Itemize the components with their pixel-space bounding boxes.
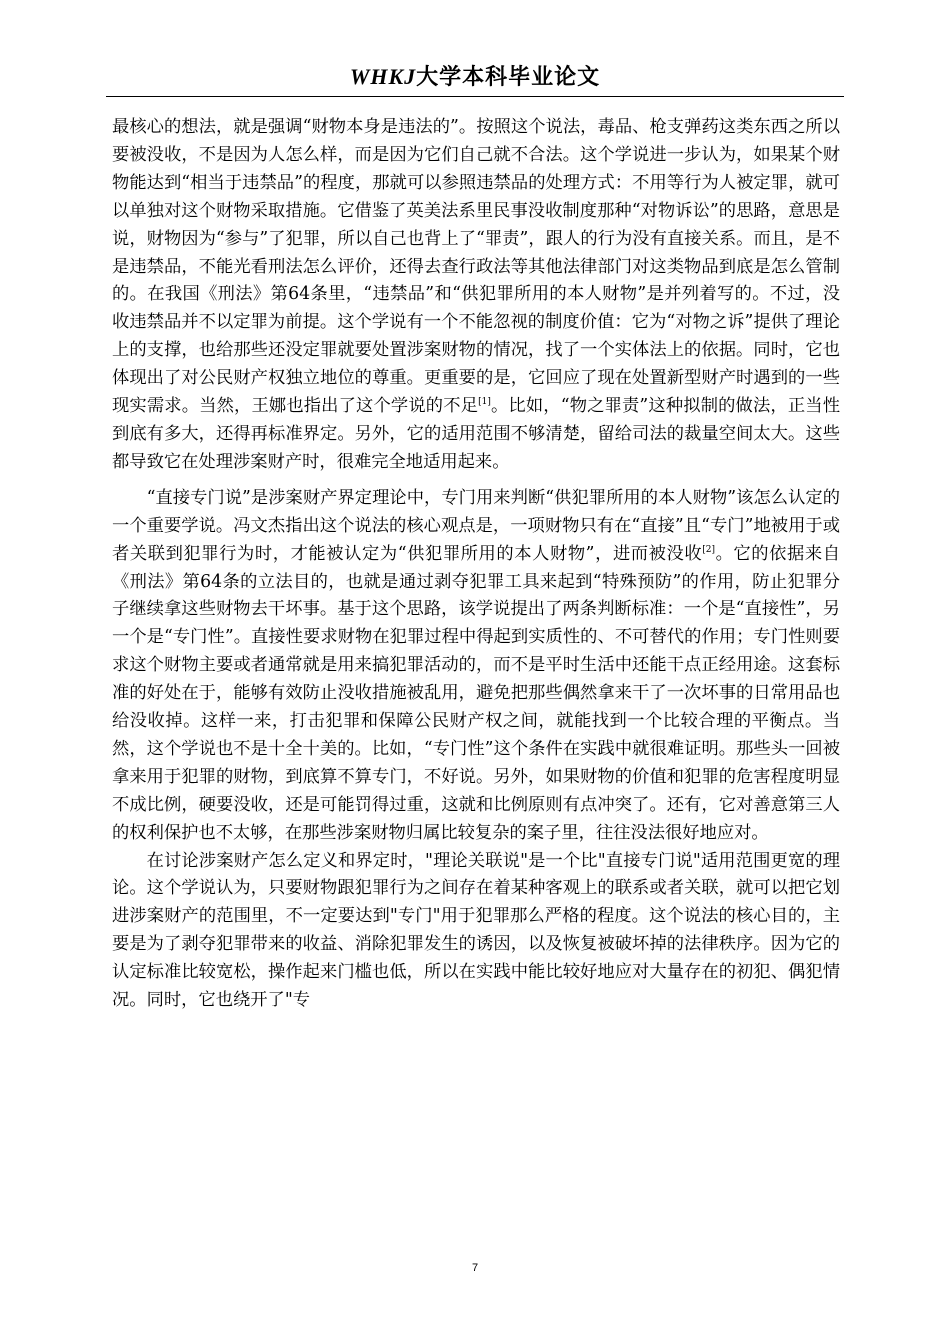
page-header (106, 62, 844, 97)
paragraph-2 (112, 485, 840, 848)
paragraph-1-text-a: 最核心的想法，就是强调“财物本身是违法的”。按照这个说法，毒品、枪支弹药这类东西之所以要被没收，不是因为人怎么样，而是因为它们自己就不合法。这个学说进一步认为，如果某个财物能达到“相当于违禁品”的程度，那就可以参照违禁品的处理方式：不用等行为人被定罪，就可以单独对这个财物采取措施。它借鉴了英美法系里民事没收制度那种“对物诉讼”的思路，意思是说，财物因为“参与”了犯罪，所以自己也背上了“罪责”，跟人的行为没有直接关系。而且，是不是违禁品，不能光看刑法怎么评价，还得去查行政法等其他法律部门对这类物品到底是怎么管制的。在我国《刑法》第64条里，“违禁品”和“供犯罪所用的本人财物”是并列着写的。不过，没收违禁品并不以定罪为前提。这个学说有一个不能忽视的制度价值：它为“对物之诉”提供了理论上的支撑，也给那些还没定罪就要处置涉案财物的情况，找了一个实体法上的依据。同时，它也体现出了对公民财产权独立地位的尊重。更重要的是，它回应了现在处置新型财产时遇到的一些现实需求。当然，王娜也指出了这个学说的不足 (112, 117, 840, 417)
citation-ref-2: [2] (702, 544, 715, 555)
page-header-title (350, 62, 600, 93)
paragraph-2-text-b: 。它的依据来自《刑法》第64条的立法目的，也就是通过剥夺犯罪工具来起到“特殊预防”的作用，防止犯罪分子继续拿这些财物去干坏事。基于这个思路，该学说提出了两条判断标准：一个是“直接性”，另一个是“专门性”。直接性要求财物在犯罪过程中得起到实质性的、不可替代的作用；专门性则要求这个财物主要或者通常就是用来搞犯罪活动的，而不是平时生活中还能干点正经用途。这套标准的好处在于，能够有效防止没收措施被乱用，避免把那些偶然拿来干了一次坏事的日常用品也给没收掉。这样一来，打击犯罪和保障公民财产权之间，就能找到一个比较合理的平衡点。当然，这个学说也不是十全十美的。比如，“专门性”这个条件在实践中就很难证明。那些头一回被拿来用于犯罪的财物，到底算不算专门，不好说。另外，如果财物的价值和犯罪的危害程度明显不成比例，硬要没收，还是可能罚得过重，这就和比例原则有点冲突了。还有，它对善意第三人的权利保护也不太够，在那些涉案财物归属比较复杂的案子里，往往没法很好地应对。 (112, 543, 840, 843)
citation-ref-1: [1] (478, 397, 491, 408)
paragraph-3: 在讨论涉案财产怎么定义和界定时，"理论关联说"是一个比"直接专门说"适用范围更宽的理论。这个学说认为，只要财物跟犯罪行为之间存在着某种客观上的联系或者关联，就可以把它划进涉案财产的范围里，不一定要达到"专门"用于犯罪那么严格的程度。这个说法的核心目的，主要是为了剥夺犯罪带来的收益、消除犯罪发生的诱因，以及恢复被破坏掉的法律秩序。因为它的认定标准比较宽松，操作起来门槛也低，所以在实践中能比较好地应对大量存在的初犯、偶犯情况。同时，它也绕开了"专 (112, 850, 840, 1011)
paragraph-2-text-a: “直接专门说”是涉案财产界定理论中，专门用来判断“供犯罪所用的本人财物”该怎么认定的一个重要学说。冯文杰指出这个说法的核心观点是，一项财物只有在“直接”且“专门”地被用于或者关联到犯罪行为时，才能被认定为“供犯罪所用的本人财物”，进而被没收 (112, 487, 840, 564)
header-title-cjk: 大学本科毕业论文 (416, 65, 601, 90)
paragraph-1 (112, 114, 840, 477)
paragraph-1-text-b: 。比如，“物之罪责”这种拟制的做法，正当性到底有多大，还得再标准界定。另外，它的适用范围不够清楚，留给司法的裁量空间太大。这些都导致它在处理涉案财产时，很难完全地适用起来。 (112, 396, 840, 472)
page-number: 7 (471, 1262, 479, 1274)
header-title-latin: WHKJ (349, 64, 417, 89)
thesis-body (112, 114, 840, 1015)
